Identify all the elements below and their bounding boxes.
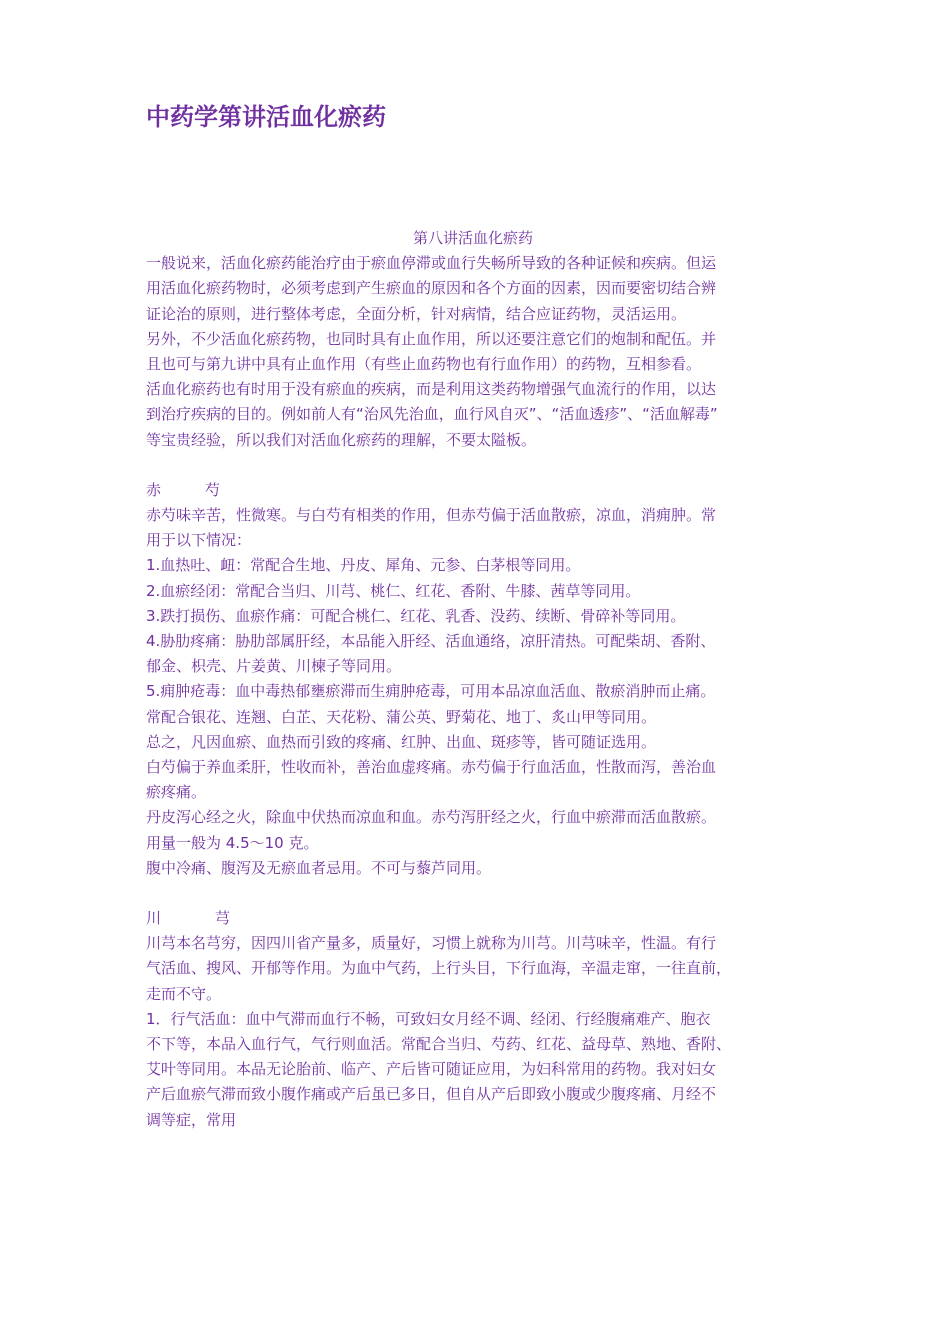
paragraph-line: 调等症，常用 [146, 1110, 237, 1129]
paragraph-line: 一般说来，活血化瘀药能治疗由于瘀血停滞或血行失畅所导致的各种证候和疾病。但运 [146, 254, 717, 273]
intro-section [146, 251, 816, 453]
paragraph-line: 4.胁肋疼痛：胁肋部属肝经，本品能入肝经、活血通络，凉肝清热。可配柴胡、香附、 [146, 632, 716, 650]
paragraph-line: 瘀疼痛。 [146, 783, 207, 802]
paragraph-line: 产后血瘀气滞而致小腹作痛或产后虽已多日，但自从产后即致小腹或少腹疼痛、月经不 [146, 1085, 717, 1104]
paragraph-line: 总之，凡因血瘀、血热而引致的疼痛、红肿、出血、斑疹等，皆可随证选用。 [146, 732, 657, 751]
paragraph-line: 丹皮泻心经之火，除血中伏热而凉血和血。赤芍泻肝经之火，行血中瘀滞而活血散瘀。 [146, 808, 717, 827]
paragraph-line: 1．行气活血：血中气滞而血行不畅，可致妇女月经不调、经闭、行经腹痛难产、胞衣 [146, 1009, 711, 1028]
paragraph-line: 走而不守。 [146, 984, 222, 1003]
document-title: 中药学第讲活血化瘀药 [146, 103, 386, 131]
paragraph-line: 腹中冷痛、腹泻及无瘀血者忌用。不可与藜芦同用。 [146, 858, 492, 877]
paragraph-line: 川芎本名芎穷，因四川省产量多，质量好，习惯上就称为川芎。川芎味辛，性温。有行 [146, 934, 717, 953]
paragraph-line: 用活血化瘀药物时，必须考虑到产生瘀血的原因和各个方面的因素，因而要密切结合辨 [146, 279, 717, 298]
paragraph-line: 且也可与第九讲中具有止血作用（有些止血药物也有行血作用）的药物，互相参看。 [146, 354, 702, 373]
paragraph-line: 不下等，本品入血行气，气行则血活。常配合当归、芍药、红花、益母草、熟地、香附、 [146, 1035, 732, 1053]
herb-name-char: 赤 [146, 480, 162, 499]
herb-name-char: 芎 [215, 909, 231, 928]
paragraph-line: 活血化瘀药也有时用于没有瘀血的疾病，而是利用这类药物增强气血流行的作用，以达 [146, 380, 717, 399]
paragraph-line: 赤芍味辛苦，性微寒。与白芍有相类的作用，但赤芍偏于活血散瘀，凉血，消痈肿。常 [146, 506, 717, 525]
paragraph-line: 证论治的原则，进行整体考虑，全面分析，针对病情，结合应证药物，灵活运用。 [146, 304, 687, 323]
paragraph-line: 2.血瘀经闭：常配合当归、川芎、桃仁、红花、香附、牛膝、茜草等同用。 [146, 581, 641, 600]
paragraph-line: 郁金、枳壳、片姜黄、川楝子等同用。 [146, 657, 402, 676]
paragraph-line: 气活血、搜风、开郁等作用。为血中气药，上行头目，下行血海，辛温走窜，一往直前， [146, 959, 732, 978]
paragraph-line: 用于以下情况： [146, 531, 252, 550]
chishao-section [146, 478, 816, 881]
herb-name-char: 芍 [205, 480, 221, 499]
paragraph-line: 到治疗疾病的目的。例如前人有“治风先治血，血行风自灭”、“活血透疹”、“活血解毒” [146, 405, 718, 424]
chuanxiong-section [146, 906, 816, 1133]
herb-name-char: 川 [146, 909, 162, 928]
herb-heading-chuanxiong [146, 906, 816, 931]
paragraph-line: 常配合银花、连翘、白芷、天花粉、蒲公英、野菊花、地丁、炙山甲等同用。 [146, 707, 657, 726]
paragraph-line: 等宝贵经验，所以我们对活血化瘀药的理解，不要太隘板。 [146, 430, 537, 449]
spacer [146, 881, 816, 906]
paragraph-line: 另外，不少活血化瘀药物，也同时具有止血作用，所以还要注意它们的炮制和配伍。并 [146, 329, 717, 348]
paragraph-line: 3.跌打损伤、血瘀作痛：可配合桃仁、红花、乳香、没药、续断、骨碎补等同用。 [146, 606, 686, 625]
document-body [146, 226, 816, 1133]
paragraph-line: 用量一般为 4.5～10 克。 [146, 833, 319, 852]
paragraph-line: 白芍偏于养血柔肝，性收而补，善治血虚疼痛。赤芍偏于行血活血，性散而泻，善治血 [146, 757, 717, 776]
spacer [146, 453, 816, 478]
paragraph-line: 艾叶等同用。本品无论胎前、临产、产后皆可随证应用，为妇科常用的药物。我对妇女 [146, 1060, 717, 1079]
paragraph-line: 1.血热吐、衄：常配合生地、丹皮、犀角、元参、白茅根等同用。 [146, 556, 581, 575]
herb-heading-chishao [146, 478, 816, 503]
lecture-subtitle: 第八讲活血化瘀药 [412, 229, 533, 247]
paragraph-line: 5.痈肿疮毒：血中毒热郁壅瘀滞而生痈肿疮毒，可用本品凉血活血、散瘀消肿而止痛。 [146, 682, 716, 701]
